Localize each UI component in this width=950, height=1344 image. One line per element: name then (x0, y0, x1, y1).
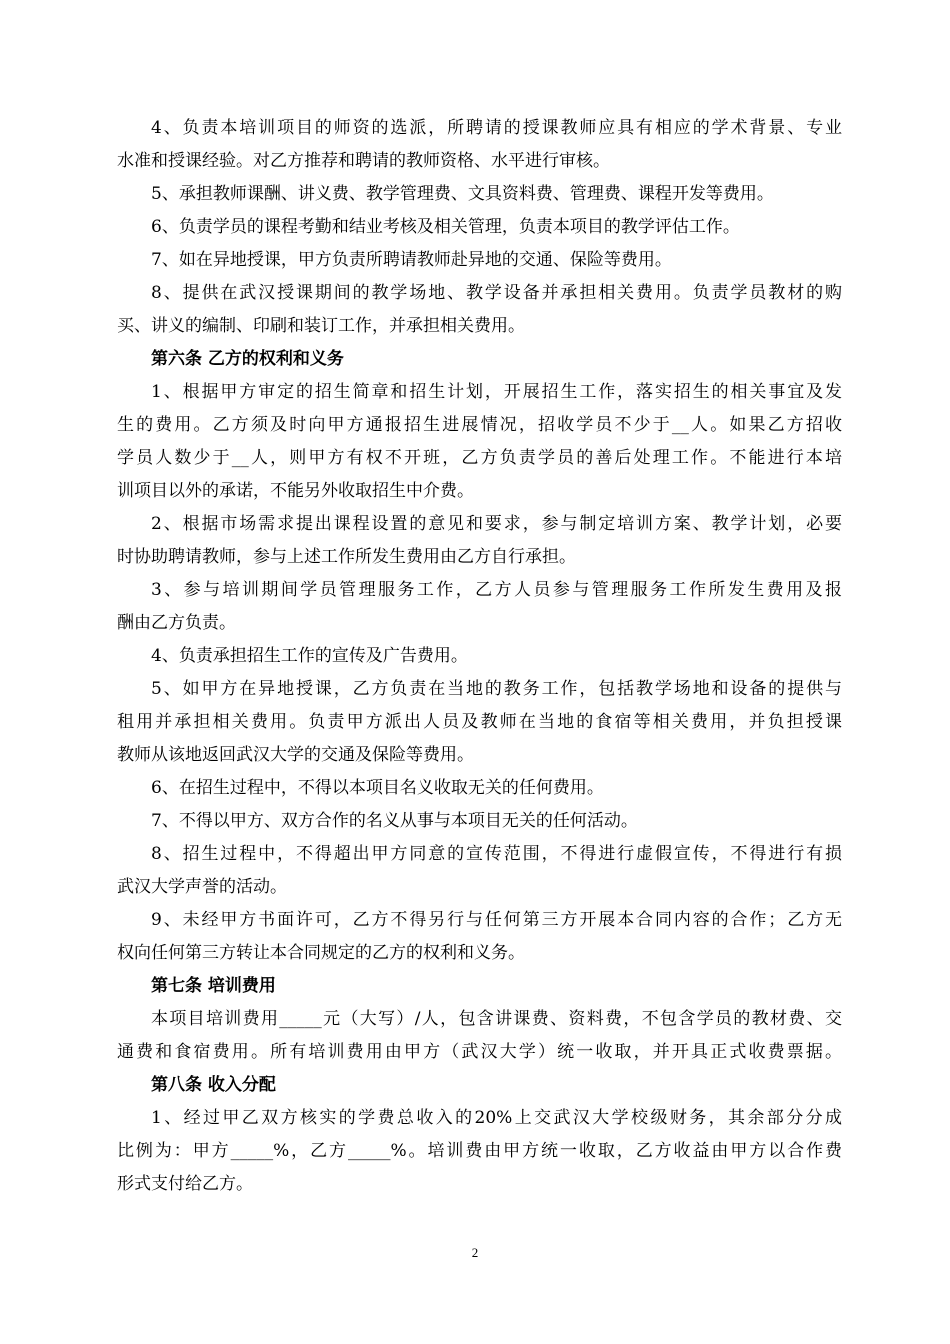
paragraph-line: 形式支付给乙方。 (117, 1174, 253, 1194)
paragraph-line: 酬由乙方负责。 (117, 613, 236, 633)
paragraph-line: 水准和授课经验。对乙方推荐和聘请的教师资格、水平进行审核。 (117, 151, 610, 171)
page-number: 2 (471, 1245, 479, 1260)
paragraph-line: 生的费用。乙方须及时向甲方通报招生进展情况，招收学员不少于__人。如果乙方招收 (117, 415, 842, 435)
paragraph-line: 7、如在异地授课，甲方负责所聘请教师赴异地的交通、保险等费用。 (151, 250, 672, 270)
paragraph-line: 4、负责本培训项目的师资的选派，所聘请的授课教师应具有相应的学术背景、专业 (151, 118, 842, 138)
paragraph-line: 教师从该地返回武汉大学的交通及保险等费用。 (117, 745, 474, 765)
paragraph-line: 8、提供在武汉授课期间的教学场地、教学设备并承担相关费用。负责学员教材的购 (151, 283, 842, 303)
paragraph-line: 权向任何第三方转让本合同规定的乙方的权利和义务。 (117, 943, 525, 963)
paragraph-line: 5、如甲方在异地授课，乙方负责在当地的教务工作，包括教学场地和设备的提供与 (151, 679, 842, 699)
paragraph-line: 武汉大学声誉的活动。 (117, 877, 287, 897)
section-heading: 第七条 培训费用 (151, 976, 276, 996)
document-body (117, 117, 842, 1206)
paragraph-line: 5、承担教师课酬、讲义费、教学管理费、文具资料费、管理费、课程开发等费用。 (151, 184, 774, 204)
paragraph-line: 通费和食宿费用。所有培训费用由甲方（武汉大学）统一收取，并开具正式收费票据。 (117, 1042, 842, 1062)
paragraph-line: 7、不得以甲方、双方合作的名义从事与本项目无关的任何活动。 (151, 811, 638, 831)
paragraph-line: 本项目培训费用_____元（大写）/人，包含讲课费、资料费，不包含学员的教材费、交 (151, 1009, 842, 1029)
paragraph-line: 6、负责学员的课程考勤和结业考核及相关管理，负责本项目的教学评估工作。 (151, 217, 740, 237)
paragraph-line: 3、参与培训期间学员管理服务工作，乙方人员参与管理服务工作所发生费用及报 (151, 580, 842, 600)
section-heading: 第八条 收入分配 (151, 1075, 276, 1095)
paragraph-line: 学员人数少于__人，则甲方有权不开班，乙方负责学员的善后处理工作。不能进行本培 (117, 448, 842, 468)
paragraph-line: 租用并承担相关费用。负责甲方派出人员及教师在当地的食宿等相关费用，并负担授课 (117, 712, 842, 732)
paragraph-line: 8、招生过程中，不得超出甲方同意的宣传范围，不得进行虚假宣传，不得进行有损 (151, 844, 842, 864)
paragraph-line: 1、根据甲方审定的招生简章和招生计划，开展招生工作，落实招生的相关事宜及发 (151, 382, 842, 402)
paragraph-line: 2、根据市场需求提出课程设置的意见和要求，参与制定培训方案、教学计划，必要 (151, 514, 842, 534)
paragraph-line: 4、负责承担招生工作的宣传及广告费用。 (151, 646, 468, 666)
paragraph-line: 训项目以外的承诺，不能另外收取招生中介费。 (117, 481, 474, 501)
paragraph-line: 比例为：甲方_____%，乙方_____%。培训费由甲方统一收取，乙方收益由甲方以合作费 (117, 1141, 842, 1161)
paragraph-line: 1、经过甲乙双方核实的学费总收入的20%上交武汉大学校级财务，其余部分分成 (151, 1108, 842, 1128)
paragraph-line: 买、讲义的编制、印刷和装订工作，并承担相关费用。 (117, 316, 525, 336)
paragraph-line: 时协助聘请教师，参与上述工作所发生费用由乙方自行承担。 (117, 547, 576, 567)
paragraph-line: 6、在招生过程中，不得以本项目名义收取无关的任何费用。 (151, 778, 604, 798)
paragraph-line: 9、未经甲方书面许可，乙方不得另行与任何第三方开展本合同内容的合作；乙方无 (151, 910, 842, 930)
section-heading: 第六条 乙方的权利和义务 (151, 349, 344, 369)
